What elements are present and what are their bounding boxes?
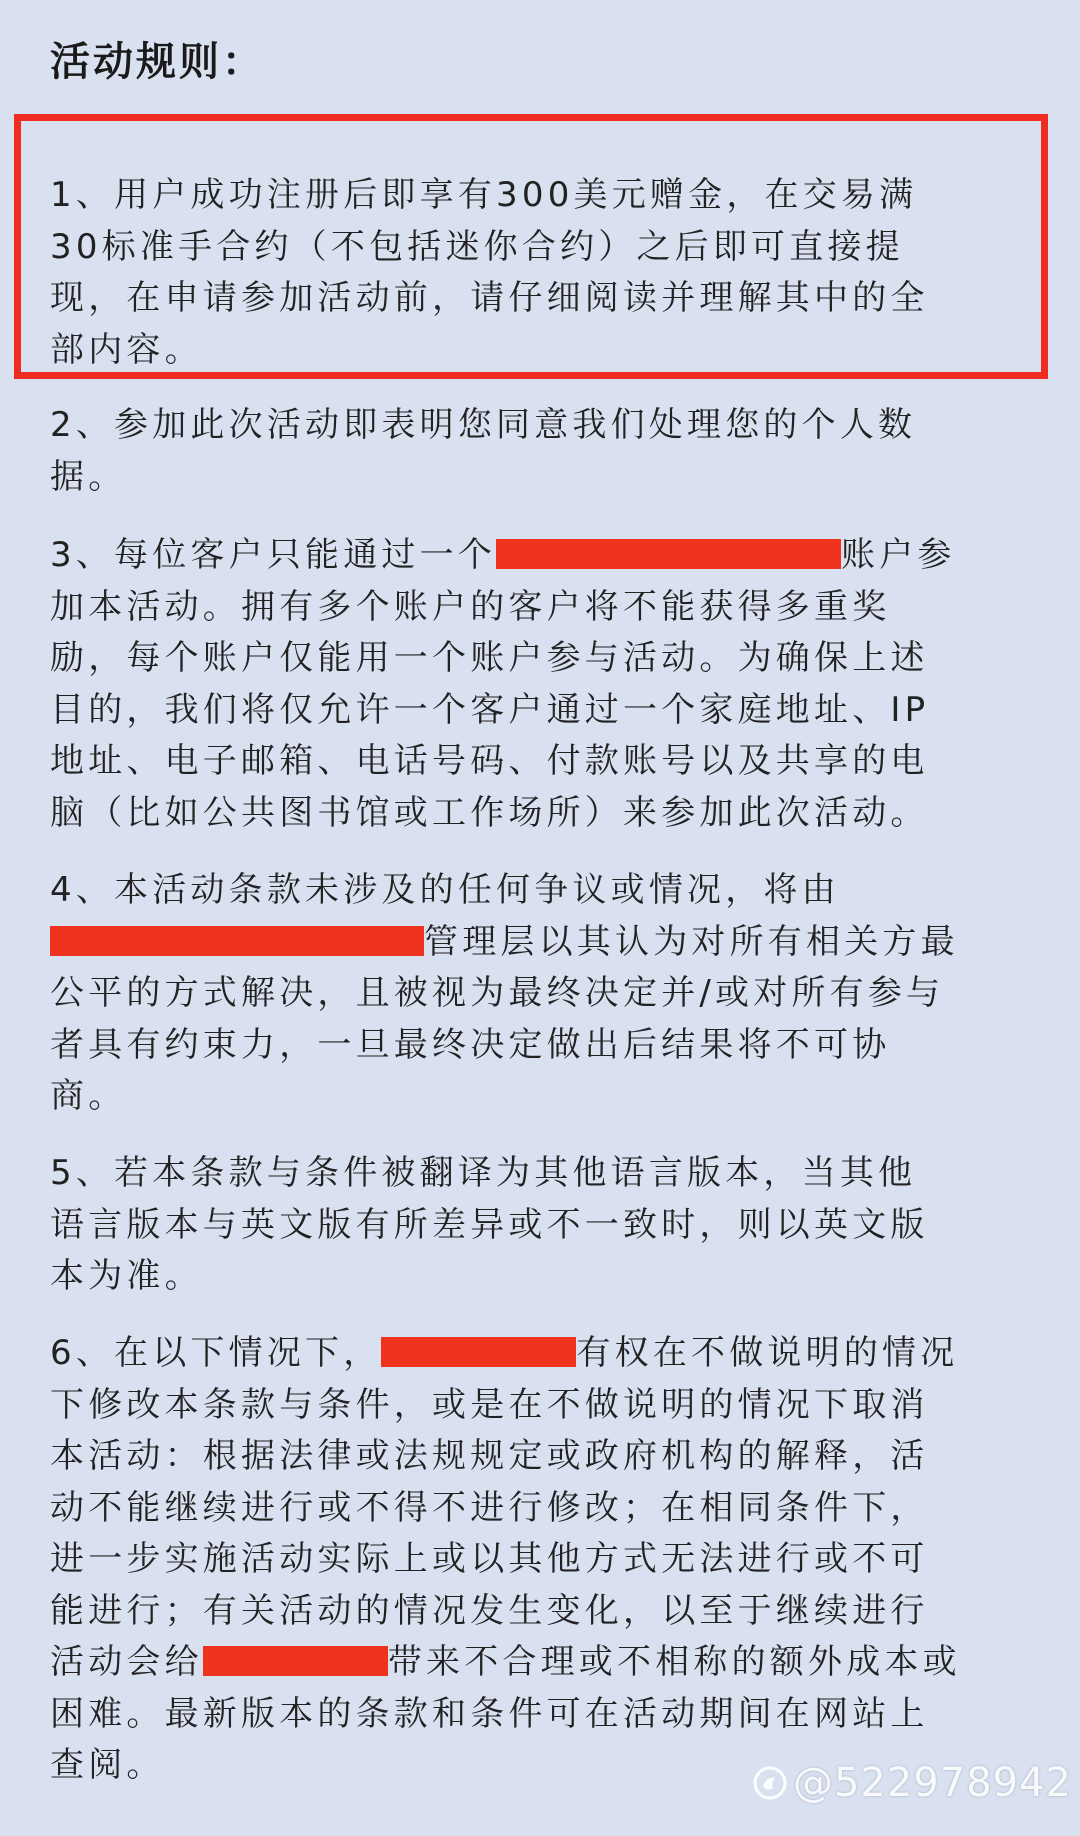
rule-6-line: 进一步实施活动实际上或以其他方式无法进行或不可	[50, 1539, 929, 1579]
rule-6-line: 能进行；有关活动的情况发生变化，以至于继续进行	[50, 1590, 929, 1631]
rule-6-text-after-2: 带来不合理或不相称的额外成本或	[387, 1642, 961, 1682]
rule-2-line: 2、参加此次活动即表明您同意我们处理您的个人数	[50, 405, 917, 445]
rule-4-line: 商。	[50, 1076, 127, 1116]
redaction-bar	[381, 1337, 576, 1367]
page-title: 活动规则：	[50, 39, 265, 85]
weibo-logo-icon	[753, 1766, 787, 1800]
rule-6-line: 查阅。	[50, 1745, 165, 1785]
rule-3-line	[50, 530, 1030, 582]
rule-5-line: 语言版本与英文版有所差异或不一致时，则以英文版	[50, 1204, 929, 1245]
rule-6	[50, 1328, 1030, 1792]
rule-1-line: 部内容。	[50, 329, 203, 370]
rule-6-line: 动不能继续进行或不得不进行修改；在相同条件下，	[50, 1487, 929, 1528]
rule-6-line: 本活动：根据法律或法规规定或政府机构的解释，活	[50, 1436, 929, 1476]
rule-4-line: 4、本活动条款未涉及的任何争议或情况，将由	[50, 870, 840, 910]
rule-4-line: 公平的方式解决，且被视为最终决定并/或对所有参与	[50, 973, 945, 1013]
rule-3	[50, 530, 1030, 839]
rule-3-line: 地址、电子邮箱、电话号码、付款账号以及共享的电	[50, 741, 929, 781]
rule-6-line: 下修改本条款与条件，或是在不做说明的情况下取消	[50, 1384, 929, 1425]
rule-5	[50, 1148, 1030, 1303]
redaction-bar	[203, 1646, 388, 1676]
redaction-bar	[50, 926, 424, 956]
rule-3-text-before: 3、每位客户只能通过一个	[50, 535, 497, 575]
rule-5-line: 本为准。	[50, 1256, 203, 1296]
rule-1-line: 30标准手合约（不包括迷你合约）之后即可直接提	[50, 226, 904, 267]
rule-6-text-after: 有权在不做说明的情况	[576, 1333, 959, 1373]
rule-6-text-before: 6、在以下情况下，	[50, 1333, 382, 1373]
rule-6-line	[50, 1328, 1030, 1380]
rule-6-text-before-2: 活动会给	[50, 1642, 203, 1682]
rule-4-line	[50, 917, 1030, 969]
rule-2	[50, 400, 1030, 503]
rule-1-line: 现，在申请参加活动前，请仔细阅读并理解其中的全	[50, 278, 929, 318]
rule-5-line: 5、若本条款与条件被翻译为其他语言版本，当其他	[50, 1153, 917, 1193]
rule-4-text-after: 管理层以其认为对所有相关方最	[424, 921, 959, 962]
rule-1-line: 1、用户成功注册后即享有300美元赠金，在交易满	[50, 175, 918, 215]
rule-3-line: 脑（比如公共图书馆或工作场所）来参加此次活动。	[50, 792, 929, 833]
redaction-bar	[496, 539, 841, 569]
rule-3-text-after: 账户参	[841, 535, 956, 575]
rule-2-line: 据。	[50, 456, 127, 497]
rule-1	[50, 170, 1030, 376]
rule-3-line: 加本活动。拥有多个账户的客户将不能获得多重奖	[50, 586, 891, 627]
rule-6-line: 困难。最新版本的条款和条件可在活动期间在网站上	[50, 1693, 929, 1734]
watermark	[753, 1760, 1072, 1806]
rule-4-line: 者具有约束力，一旦最终决定做出后结果将不可协	[50, 1024, 891, 1065]
watermark-text: @522978942	[792, 1760, 1072, 1806]
rule-3-line: 目的，我们将仅允许一个客户通过一个家庭地址、IP	[50, 689, 930, 730]
rule-4	[50, 865, 1030, 1123]
rule-3-line: 励，每个账户仅能用一个账户参与活动。为确保上述	[50, 638, 929, 678]
rule-6-line	[50, 1637, 1030, 1689]
